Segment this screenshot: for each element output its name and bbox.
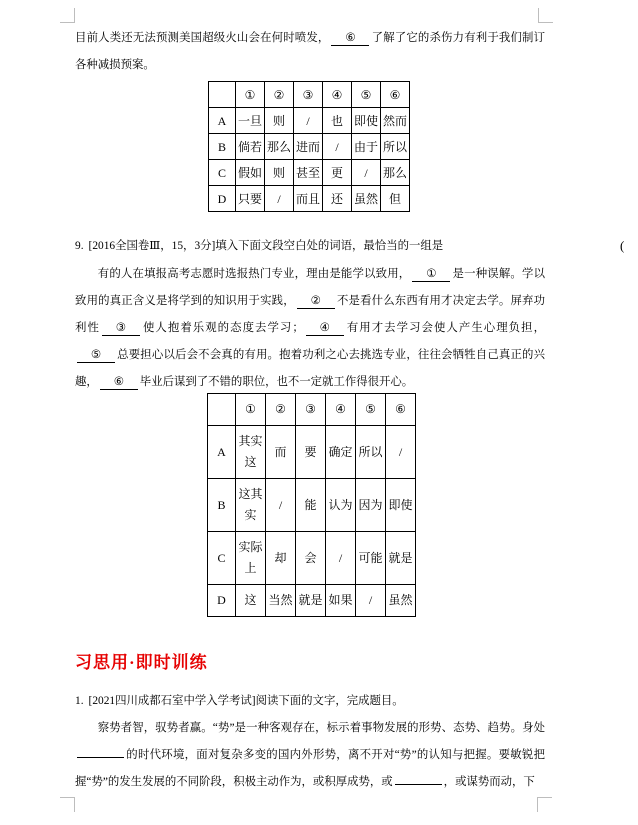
passage-text: 有用才去学习会使人产生心理负担， — [345, 322, 545, 334]
option-cell: 会 — [296, 532, 326, 585]
option-cell: 那么 — [265, 134, 294, 160]
option-cell: 由于 — [352, 134, 381, 160]
option-cell: 更 — [323, 160, 352, 186]
passage-text: 了解了它的杀伤力有利于我们制订各种减损预案。 — [75, 32, 545, 71]
option-label: A — [208, 426, 236, 479]
circled-number-header: ⑥ — [386, 394, 416, 426]
passage-text: 使人抱着乐观的态度去学习； — [141, 322, 304, 334]
margin-mark-bottom-left — [60, 797, 75, 812]
answer-blank — [395, 770, 442, 785]
option-cell: 那么 — [381, 160, 410, 186]
passage-q9 — [75, 261, 545, 396]
option-cell: 因为 — [356, 479, 386, 532]
option-cell: 实际上 — [236, 532, 266, 585]
option-cell: 要 — [296, 426, 326, 479]
option-cell: 确定 — [326, 426, 356, 479]
options-table-q8 — [208, 81, 410, 212]
option-row-C — [209, 160, 410, 186]
option-cell: 甚至 — [294, 160, 323, 186]
option-row-D — [209, 186, 410, 212]
circled-number-header: ⑤ — [356, 394, 386, 426]
answer-blank: ① — [412, 267, 450, 282]
question-9-number: 9. — [75, 240, 84, 252]
option-cell: 也 — [323, 108, 352, 134]
option-row-B — [208, 479, 416, 532]
option-row-B — [209, 134, 410, 160]
circled-number-header: ④ — [323, 82, 352, 108]
question-9-stem — [75, 239, 443, 254]
answer-blank: ④ — [306, 321, 344, 336]
answer-blank — [77, 743, 124, 758]
option-cell: 可能 — [356, 532, 386, 585]
option-label: D — [208, 585, 236, 617]
option-label: A — [209, 108, 236, 134]
option-cell: 这 — [236, 585, 266, 617]
option-row-A — [209, 108, 410, 134]
circled-number-header: ① — [236, 82, 265, 108]
option-cell: 还 — [323, 186, 352, 212]
passage-text: 总要担心以后会不会真的有用。抱着功利之心去挑选专业，往往会牺牲自己真正的兴趣， — [75, 349, 545, 388]
option-cell: / — [356, 585, 386, 617]
section-heading: 习思用·即时训练 — [75, 653, 208, 672]
option-cell: 虽然 — [352, 186, 381, 212]
option-cell: 能 — [296, 479, 326, 532]
option-cell: / — [352, 160, 381, 186]
circled-number-header: ② — [265, 82, 294, 108]
circled-number-header: ② — [266, 394, 296, 426]
option-row-A — [208, 426, 416, 479]
passage-text: 察势者智，驭势者赢。“势”是一种客观存在，标示着事物发展的形势、态势、趋势。身处 — [97, 722, 545, 734]
circled-number-header: ④ — [326, 394, 356, 426]
option-cell: 进而 — [294, 134, 323, 160]
answer-blank: ⑥ — [331, 31, 369, 46]
margin-mark-top-left — [60, 8, 75, 23]
question-9-text: [2016全国卷Ⅲ，15，3分]填入下面文段空白处的词语，最恰当的一组是 — [88, 240, 444, 252]
option-cell: 则 — [265, 108, 294, 134]
option-cell: / — [323, 134, 352, 160]
option-cell: 一旦 — [236, 108, 265, 134]
passage-text: 的时代环境，面对复杂多变的国内外形势，离不开对“势”的认知与把握。要敏锐把握“势”的发生发展的不同阶段，积极主动作为，或积厚成势，或 — [75, 749, 545, 788]
option-cell: / — [265, 186, 294, 212]
question-1-text: [2021四川成都石室中学入学考试]阅读下面的文字，完成题目。 — [88, 695, 404, 707]
passage-shi — [75, 715, 545, 798]
options-table-q9 — [207, 393, 416, 617]
passage-supervolcano — [75, 25, 545, 79]
margin-mark-bottom-right — [537, 797, 552, 812]
option-label: C — [209, 160, 236, 186]
option-label: C — [208, 532, 236, 585]
option-cell: 倘若 — [236, 134, 265, 160]
option-cell: / — [326, 532, 356, 585]
row-label-header — [208, 394, 236, 426]
option-cell: 认为 — [326, 479, 356, 532]
option-row-C — [208, 532, 416, 585]
question-1-stem — [75, 694, 404, 709]
circled-number-header: ③ — [296, 394, 326, 426]
passage-text: 毕业后谋到了不错的职位，也不一定就工作得很开心。 — [139, 376, 414, 388]
option-cell: 所以 — [356, 426, 386, 479]
passage-text: ，或谋势而动，下 — [443, 776, 535, 788]
option-cell: 即使 — [386, 479, 416, 532]
option-cell: / — [386, 426, 416, 479]
table-header-row — [209, 82, 410, 108]
option-label: B — [208, 479, 236, 532]
passage-text: 不是看什么东西有用才决定去学。屏弃功利性 — [75, 295, 545, 334]
circled-number-header: ③ — [294, 82, 323, 108]
passage-text: 是一种误解。学以致用的真正含义是将学到的知识用于实践， — [75, 268, 545, 307]
option-cell: 则 — [265, 160, 294, 186]
option-cell: 所以 — [381, 134, 410, 160]
passage-text: 有的人在填报高考志愿时选报热门专业，理由是能学以致用， — [97, 268, 411, 280]
margin-mark-top-right — [538, 8, 553, 23]
answer-blank: ⑤ — [77, 348, 115, 363]
row-label-header — [209, 82, 236, 108]
option-cell: 这其实 — [236, 479, 266, 532]
option-cell: 然而 — [381, 108, 410, 134]
question-1-number: 1. — [75, 695, 84, 707]
answer-bracket: ( — [620, 238, 625, 253]
option-row-D — [208, 585, 416, 617]
circled-number-header: ① — [236, 394, 266, 426]
option-cell: 而 — [266, 426, 296, 479]
answer-blank: ⑥ — [100, 375, 138, 390]
option-cell: 但 — [381, 186, 410, 212]
option-cell: 却 — [266, 532, 296, 585]
option-cell: 只要 — [236, 186, 265, 212]
option-cell: / — [266, 479, 296, 532]
option-cell: 就是 — [386, 532, 416, 585]
option-cell: / — [294, 108, 323, 134]
circled-number-header: ⑤ — [352, 82, 381, 108]
option-cell: 而且 — [294, 186, 323, 212]
option-cell: 当然 — [266, 585, 296, 617]
table-header-row — [208, 394, 416, 426]
option-cell: 即使 — [352, 108, 381, 134]
circled-number-header: ⑥ — [381, 82, 410, 108]
answer-blank: ② — [297, 294, 335, 309]
option-label: D — [209, 186, 236, 212]
option-label: B — [209, 134, 236, 160]
option-cell: 其实这 — [236, 426, 266, 479]
option-cell: 假如 — [236, 160, 265, 186]
option-cell: 就是 — [296, 585, 326, 617]
passage-text: 目前人类还无法预测美国超级火山会在何时喷发， — [75, 32, 330, 44]
option-cell: 如果 — [326, 585, 356, 617]
answer-blank: ③ — [102, 321, 140, 336]
option-cell: 虽然 — [386, 585, 416, 617]
